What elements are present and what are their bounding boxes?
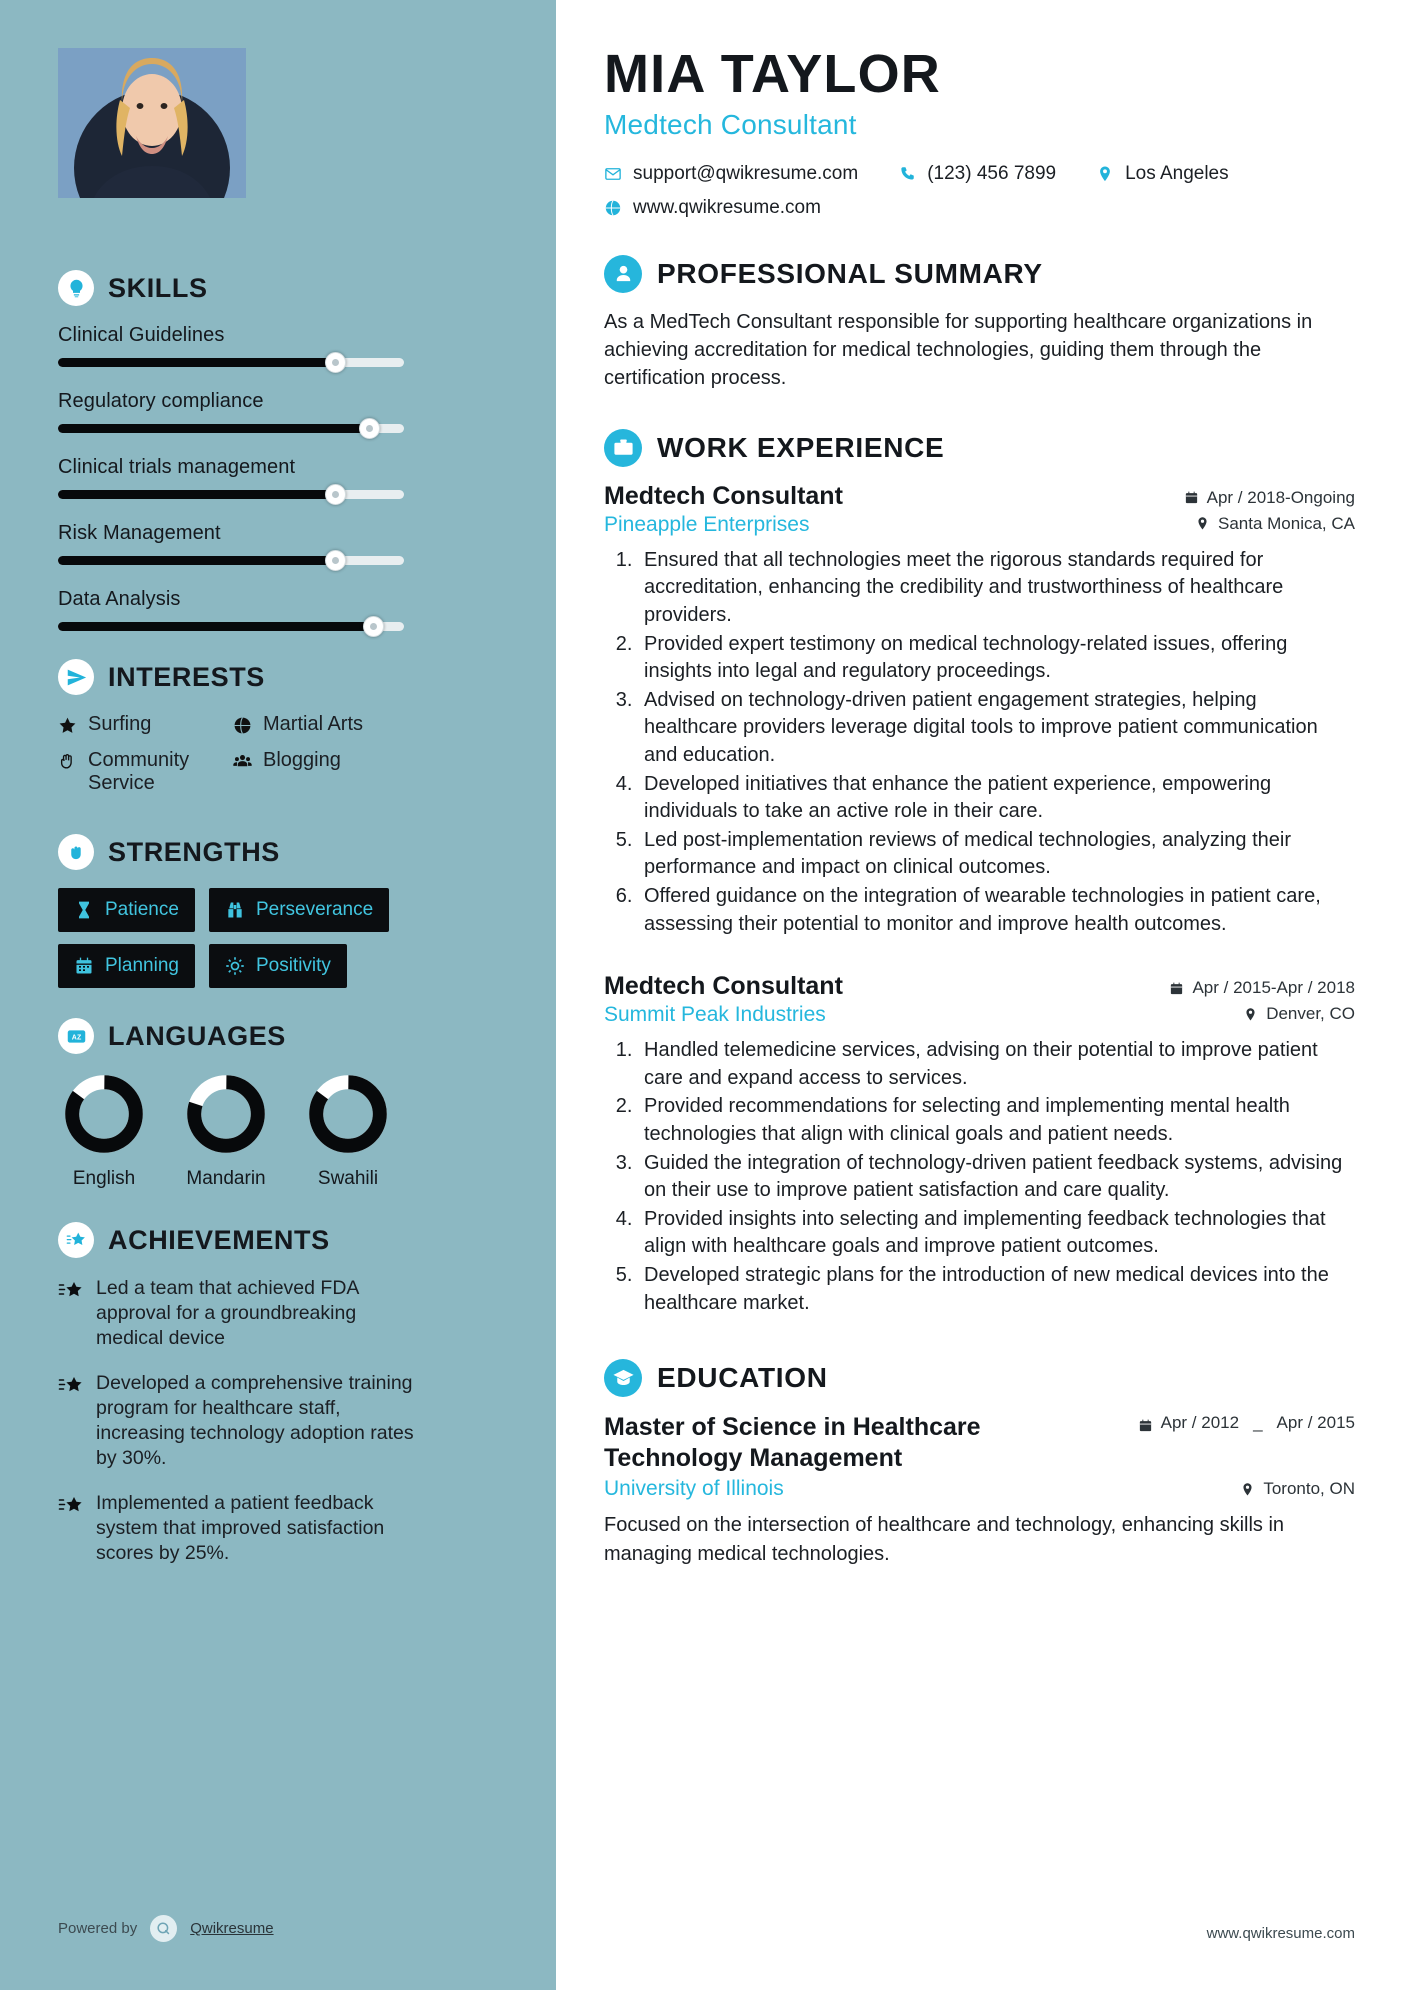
languages-section — [58, 1018, 506, 1190]
experience-item-header — [604, 482, 1355, 537]
experience-bullet: 1. Handled telemedicine services, advising on their potential to improve patient care and expand access to services. — [638, 1037, 1355, 1092]
experience-bullet: 4. Developed initiatives that enhance the patient experience, empowering individuals to take an active role in their care. — [638, 771, 1355, 826]
contact-phone-text: (123) 456 7899 — [927, 162, 1057, 184]
skill-item — [58, 324, 506, 367]
contact-row — [604, 197, 1355, 219]
experience-bullet: 3. Guided the integration of technology-driven patient feedback systems, advising on their use to improve patient satisfaction and care quality. — [638, 1150, 1355, 1205]
interests-section — [58, 659, 506, 808]
fist-icon — [58, 834, 94, 870]
skill-bar-fill — [58, 490, 335, 499]
sun-icon — [225, 956, 245, 976]
skill-item — [58, 522, 506, 565]
skill-label: Clinical trials management — [58, 456, 296, 478]
profile-photo — [58, 48, 246, 198]
experience-bullet: 3. Advised on technology-driven patient engagement strategies, helping healthcare providers leverage digital tools to improve patient communication and education. — [638, 687, 1355, 770]
education-location-text: Toronto, ON — [1263, 1479, 1355, 1499]
language-item — [62, 1072, 146, 1190]
education-section — [604, 1359, 1355, 1568]
paper-plane-icon — [58, 659, 94, 695]
achievement-text: Implemented a patient feedback system that improved satisfaction scores by 25%. — [96, 1492, 385, 1564]
email-icon — [604, 165, 622, 183]
languages-header — [58, 1018, 506, 1054]
experience-job-title: Medtech Consultant — [604, 481, 843, 510]
skills-list — [58, 324, 506, 631]
language-label: English — [72, 1168, 136, 1190]
qwikresume-logo-icon — [150, 1915, 177, 1942]
skill-bar[interactable] — [58, 424, 404, 433]
briefcase-icon — [604, 429, 642, 467]
experience-bullets — [638, 547, 1355, 938]
powered-by-label: Powered by — [58, 1920, 138, 1937]
language-label: Swahili — [317, 1168, 379, 1190]
strength-label: Perseverance — [255, 899, 374, 921]
strength-item — [209, 888, 389, 932]
hand-icon — [58, 752, 77, 771]
sidebar — [0, 0, 556, 1990]
strength-label: Planning — [105, 955, 179, 977]
strengths-section — [58, 834, 506, 988]
experience-location — [1169, 1004, 1355, 1024]
interests-title: INTERESTS — [108, 661, 265, 692]
skill-bar[interactable] — [58, 622, 404, 631]
strengths-header — [58, 834, 506, 870]
interest-label: Martial Arts — [263, 713, 364, 735]
skill-bar-knob[interactable] — [359, 418, 380, 439]
summary-header — [604, 255, 1355, 293]
experience-meta — [1184, 482, 1355, 534]
map-pin-icon — [1195, 516, 1210, 531]
education-date-separator: _ — [1253, 1413, 1263, 1433]
experience-bullet: 1. Ensured that all technologies meet the rigorous standards required for accreditation, enhancing the credibility and trustworthiness of healthcare providers. — [638, 547, 1355, 630]
experience-location-text: Denver, CO — [1266, 1004, 1355, 1024]
translate-icon — [58, 1018, 94, 1054]
achievements-section — [58, 1222, 506, 1566]
experience-bullet: 5. Led post-implementation reviews of medical technologies, analyzing their performance and impact on clinical outcomes. — [638, 827, 1355, 882]
interest-label: Surfing — [88, 713, 152, 735]
interest-item — [58, 713, 233, 735]
experience-date — [1184, 488, 1355, 508]
skill-item — [58, 588, 506, 631]
experience-date-text: Apr / 2015-Apr / 2018 — [1192, 978, 1355, 998]
achievement-item — [58, 1491, 418, 1565]
qwikresume-brand-link[interactable]: Qwikresume — [190, 1920, 274, 1937]
language-item — [306, 1072, 390, 1190]
summary-section — [604, 255, 1355, 393]
interest-item — [58, 749, 233, 794]
experience-bullet: 2. Provided expert testimony on medical technology-related issues, offering insights into legal and regulatory proceedings. — [638, 631, 1355, 686]
experience-location — [1184, 514, 1355, 534]
education-school: University of Illinois — [604, 1477, 784, 1501]
achievement-star-bullet-icon — [58, 1495, 83, 1518]
skill-bar-fill — [58, 622, 373, 631]
phone-icon — [898, 165, 916, 183]
skill-label: Clinical Guidelines — [58, 324, 225, 346]
skill-bar-knob[interactable] — [325, 550, 346, 571]
achievement-item — [58, 1371, 418, 1470]
main-content — [556, 0, 1407, 1990]
languages-title: LANGUAGES — [108, 1020, 286, 1051]
interests-list — [58, 713, 408, 808]
education-header — [604, 1359, 1355, 1397]
education-location — [1240, 1479, 1355, 1499]
skill-label: Data Analysis — [58, 588, 181, 610]
svg-text:Z: Z — [76, 1034, 81, 1042]
experience-bullet: 4. Provided insights into selecting and implementing feedback technologies that align with healthcare goals and improve patient outcomes. — [638, 1206, 1355, 1261]
experience-company: Pineapple Enterprises — [604, 512, 810, 536]
interests-header — [58, 659, 506, 695]
summary-title: PROFESSIONAL SUMMARY — [657, 257, 1043, 289]
strength-item — [58, 888, 195, 932]
experience-date — [1169, 978, 1355, 998]
globe-icon — [233, 716, 252, 735]
language-donut — [62, 1072, 146, 1156]
svg-text:A: A — [71, 1034, 77, 1042]
contact-email-text: support@qwikresume.com — [633, 162, 859, 184]
skill-bar-fill — [58, 556, 335, 565]
skill-bar-knob[interactable] — [325, 352, 346, 373]
sidebar-footer — [58, 1915, 274, 1942]
skill-bar-knob[interactable] — [325, 484, 346, 505]
experience-item — [604, 972, 1355, 1317]
education-description: Focused on the intersection of healthcare and technology, enhancing skills in managing medical technologies. — [604, 1514, 1285, 1565]
skill-bar[interactable] — [58, 556, 404, 565]
interest-item — [233, 749, 408, 794]
job-role-subtitle: Medtech Consultant — [604, 108, 857, 140]
map-pin-icon — [1096, 165, 1114, 183]
strength-item — [58, 944, 195, 988]
experience-meta — [1169, 972, 1355, 1024]
hourglass-icon — [74, 900, 94, 920]
strength-label: Positivity — [255, 955, 331, 977]
calendar-icon — [74, 956, 94, 976]
skill-bar[interactable] — [58, 358, 404, 367]
experience-company: Summit Peak Industries — [604, 1003, 826, 1027]
graduation-cap-icon — [604, 1359, 642, 1397]
experience-item — [604, 482, 1355, 938]
achievement-text: Developed a comprehensive training program for healthcare staff, increasing technology adoption rates by 30%. — [96, 1372, 414, 1469]
language-item — [184, 1072, 268, 1190]
star-icon — [58, 716, 77, 735]
contact-info — [604, 163, 1355, 219]
contact-website-text: www.qwikresume.com — [633, 196, 821, 218]
experience-date-text: Apr / 2018-Ongoing — [1206, 487, 1355, 507]
experience-item-header — [604, 972, 1355, 1027]
skill-item — [58, 390, 506, 433]
strength-item — [209, 944, 347, 988]
achievement-star-bullet-icon — [58, 1375, 83, 1398]
user-icon — [604, 255, 642, 293]
contact-email[interactable] — [604, 163, 858, 185]
achievement-item — [58, 1276, 418, 1350]
skill-bar-fill — [58, 424, 369, 433]
binoculars-icon — [225, 900, 245, 920]
calendar-icon — [1169, 981, 1184, 996]
calendar-icon — [1138, 1418, 1153, 1433]
skill-bar[interactable] — [58, 490, 404, 499]
achievement-star-bullet-icon — [58, 1280, 83, 1303]
skills-section — [58, 270, 506, 631]
education-date-start: Apr / 2012 — [1160, 1413, 1240, 1433]
achievements-title: ACHIEVEMENTS — [108, 1224, 330, 1255]
contact-phone[interactable] — [898, 163, 1056, 185]
education-date-end: Apr / 2015 — [1276, 1413, 1355, 1433]
calendar-icon — [1184, 490, 1199, 505]
contact-location — [1096, 163, 1229, 185]
interest-label: Community Service — [88, 749, 190, 794]
contact-location-text: Los Angeles — [1125, 162, 1229, 184]
main-footer-website[interactable]: www.qwikresume.com — [1206, 1925, 1355, 1942]
skill-item — [58, 456, 506, 499]
interest-item — [233, 713, 408, 735]
education-title: EDUCATION — [657, 1362, 828, 1394]
summary-text: As a MedTech Consultant responsible for supporting healthcare organizations in achieving accreditation for medical technologies, guiding them through the certification process. — [604, 310, 1313, 390]
skill-bar-knob[interactable] — [363, 616, 384, 637]
interest-label: Blogging — [263, 749, 341, 772]
experience-bullets — [638, 1037, 1355, 1317]
achievement-star-icon — [58, 1222, 94, 1258]
experience-location-text: Santa Monica, CA — [1217, 513, 1355, 533]
skills-header — [58, 270, 506, 306]
language-label: Mandarin — [186, 1168, 266, 1190]
experience-bullet: 2. Provided recommendations for selecting and implementing mental health technologies that align with clinical goals and patient needs. — [638, 1093, 1355, 1148]
education-degree: Master of Science in Healthcare Technology Management — [604, 1413, 981, 1472]
achievements-list — [58, 1276, 506, 1566]
education-dates — [1138, 1412, 1355, 1435]
contact-row — [604, 163, 1355, 185]
experience-title: WORK EXPERIENCE — [657, 431, 945, 463]
people-icon — [233, 752, 252, 771]
skill-bar-fill — [58, 358, 335, 367]
achievements-header — [58, 1222, 506, 1258]
experience-bullet: 5. Developed strategic plans for the introduction of new medical devices into the healthcare market. — [638, 1262, 1355, 1317]
achievement-text: Led a team that achieved FDA approval for a groundbreaking medical device — [96, 1277, 359, 1349]
experience-section — [604, 429, 1355, 1317]
bulb-icon — [58, 270, 94, 306]
globe-icon — [604, 199, 622, 217]
experience-job-title: Medtech Consultant — [604, 972, 843, 1001]
experience-header — [604, 429, 1355, 467]
languages-list — [62, 1072, 506, 1190]
skill-label: Regulatory compliance — [58, 390, 264, 412]
strengths-list — [58, 888, 418, 988]
language-donut — [184, 1072, 268, 1156]
experience-bullet: 6. Offered guidance on the integration of wearable technologies in patient care, assessing their potential to monitor and improve health outcomes. — [638, 883, 1355, 938]
map-pin-icon — [1243, 1007, 1258, 1022]
language-donut — [306, 1072, 390, 1156]
page-title: MIA TAYLOR — [604, 44, 942, 104]
skill-label: Risk Management — [58, 522, 221, 544]
contact-website[interactable] — [604, 197, 821, 219]
strength-label: Patience — [105, 899, 179, 921]
map-pin-icon — [1240, 1482, 1255, 1497]
skills-title: SKILLS — [108, 272, 208, 303]
strengths-title: STRENGTHS — [108, 836, 280, 867]
education-item-header — [604, 1412, 1355, 1473]
